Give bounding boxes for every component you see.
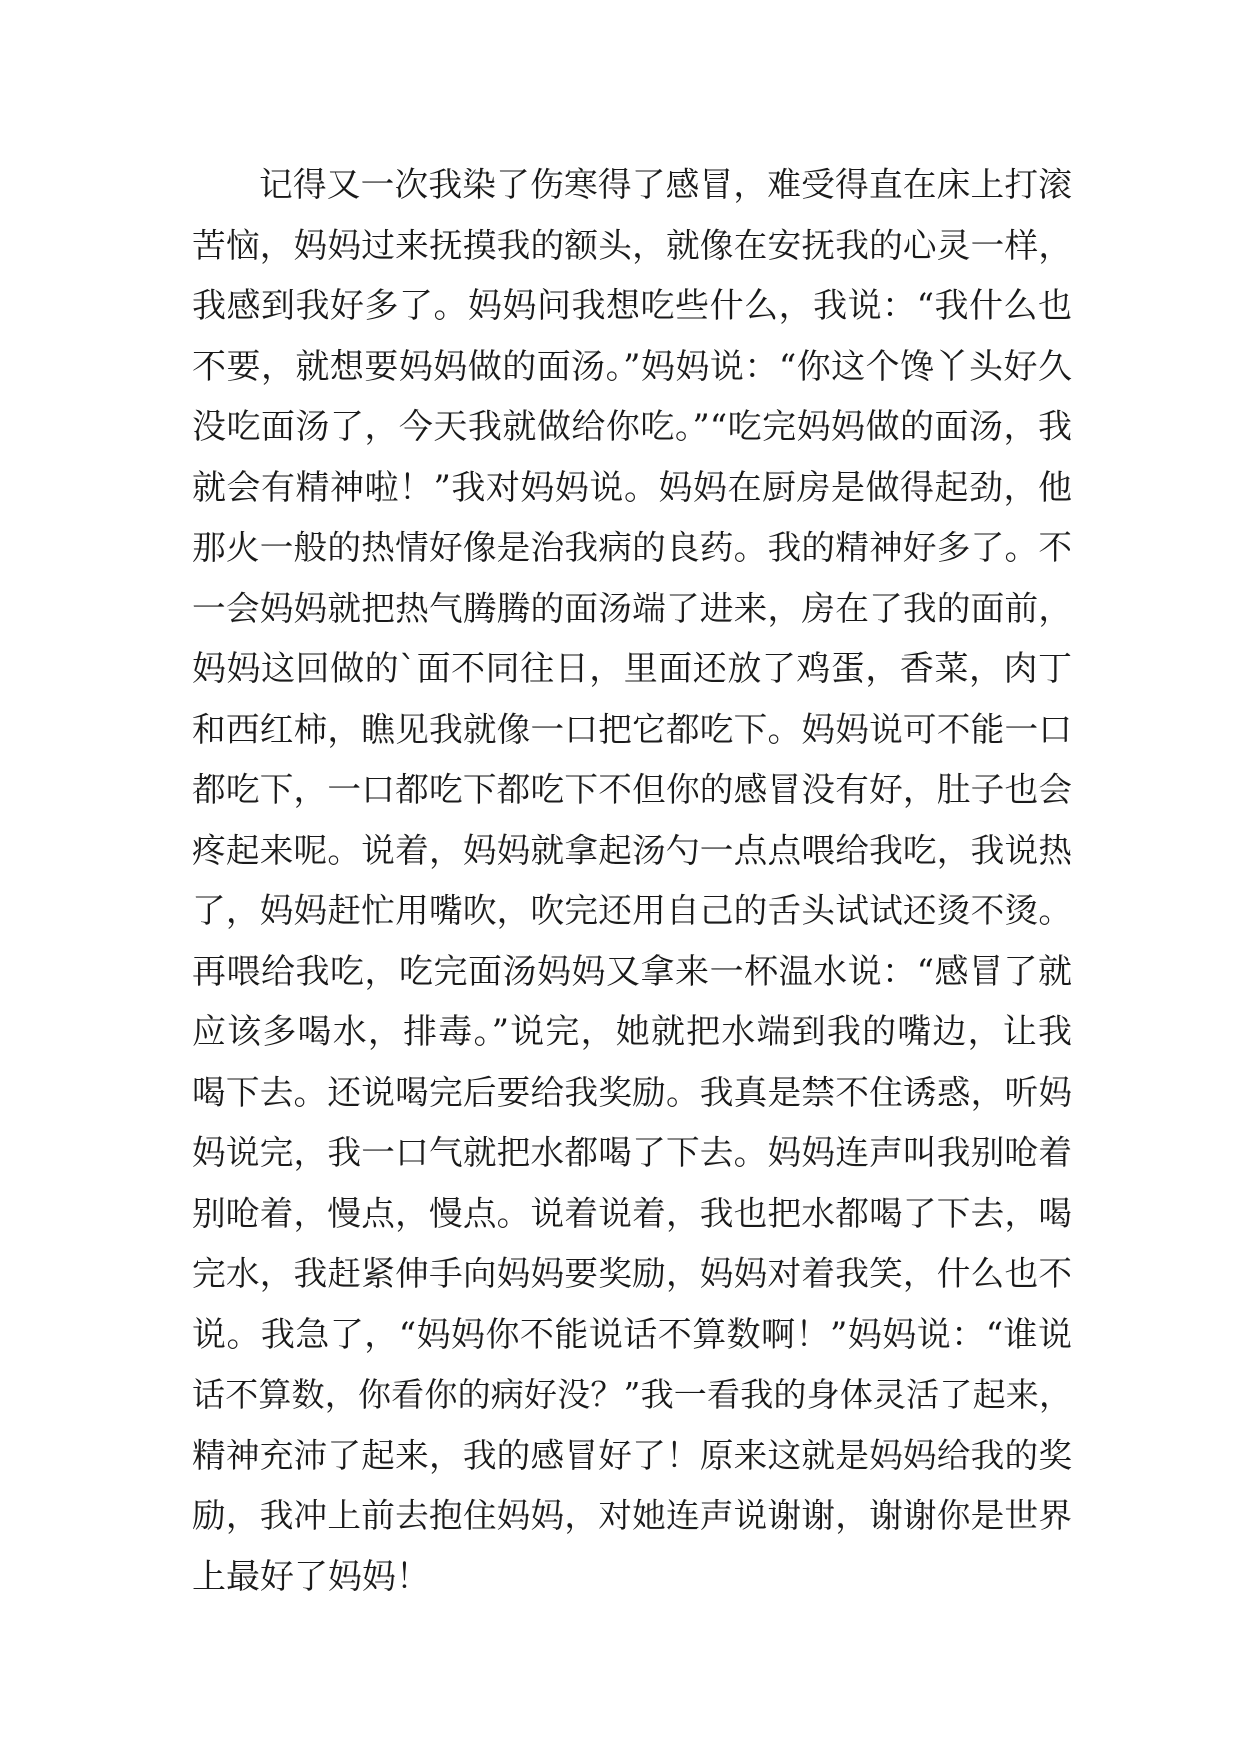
body-paragraph — [192, 155, 1072, 1607]
text-line: 那火一般的热情好像是治我病的良药。我的精神好多了。不 — [192, 528, 1072, 567]
text-line: 说。我急了，“妈妈你不能说话不算数啊！”妈妈说：“谁说 — [192, 1314, 1072, 1355]
text-line: 应该多喝水，排毒。”说完，她就把水端到我的嘴边，让我 — [192, 1012, 1072, 1052]
text-line: 妈说完，我一口气就把水都喝了下去。妈妈连声叫我别呛着 — [192, 1133, 1072, 1172]
text-line: 妈妈这回做的`面不同往日，里面还放了鸡蛋，香菜，肉丁 — [192, 649, 1072, 689]
text-line: 我感到我好多了。妈妈问我想吃些什么，我说：“我什么也 — [192, 286, 1072, 326]
text-line: 励，我冲上前去抱住妈妈，对她连声说谢谢，谢谢你是世界 — [192, 1496, 1072, 1535]
text-line: 再喂给我吃，吃完面汤妈妈又拿来一杯温水说：“感冒了就 — [192, 951, 1072, 992]
text-line: 都吃下，一口都吃下都吃下不但你的感冒没有好，肚子也会 — [192, 770, 1072, 809]
text-line: 记得又一次我染了伤寒得了感冒，难受得直在床上打滚 — [259, 165, 1072, 204]
text-line: 上最好了妈妈！ — [192, 1556, 430, 1597]
text-line: 喝下去。还说喝完后要给我奖励。我真是禁不住诱惑，听妈 — [192, 1072, 1072, 1112]
text-line: 疼起来呢。说着，妈妈就拿起汤勺一点点喂给我吃，我说热 — [192, 830, 1072, 870]
text-line: 一会妈妈就把热气腾腾的面汤端了进来，房在了我的面前， — [192, 588, 1072, 628]
text-line: 不要，就想要妈妈做的面汤。”妈妈说：“你这个馋丫头好久 — [192, 346, 1072, 387]
text-line: 话不算数，你看你的病好没？”我一看我的身体灵活了起来， — [192, 1375, 1072, 1414]
text-line: 苦恼，妈妈过来抚摸我的额头，就像在安抚我的心灵一样， — [192, 225, 1072, 265]
text-line: 和西红柿，瞧见我就像一口把它都吃下。妈妈说可不能一口 — [192, 709, 1072, 749]
text-line: 别呛着，慢点，慢点。说着说着，我也把水都喝了下去，喝 — [192, 1193, 1072, 1233]
text-line: 了，妈妈赶忙用嘴吹，吹完还用自己的舌头试试还烫不烫。 — [192, 891, 1072, 930]
text-line: 就会有精神啦！”我对妈妈说。妈妈在厨房是做得起劲，他 — [192, 467, 1072, 508]
text-line: 没吃面汤了，今天我就做给你吃。”“吃完妈妈做的面汤，我 — [192, 407, 1072, 447]
text-line: 精神充沛了起来，我的感冒好了！原来这就是妈妈给我的奖 — [192, 1435, 1072, 1475]
text-line: 完水，我赶紧伸手向妈妈要奖励，妈妈对着我笑，什么也不 — [192, 1254, 1072, 1293]
